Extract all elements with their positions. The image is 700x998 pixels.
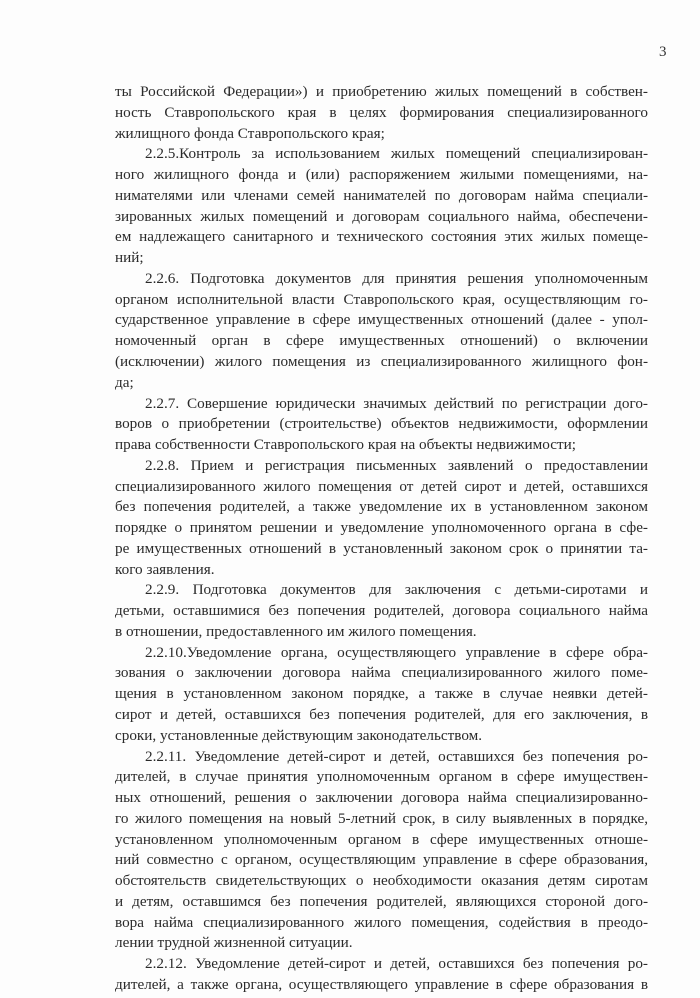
text-line: ем надлежащего санитарного и технического состояния этих жилых помеще- (115, 228, 648, 245)
text-line: права собственности Ставропольского края на объекты недвижимости; (115, 436, 576, 453)
text-line: вора найма специализированного жилого помещения, содействия в преодо- (115, 914, 648, 931)
text-line: кого заявления. (115, 561, 215, 578)
text-line: дителей, а также органа, осуществляющего управление в сфере образования в (115, 976, 648, 993)
text-line: сроки, установленные действующим законодательством. (115, 727, 483, 744)
text-line: 2.2.9. Подготовка документов для заключения с детьми-сиротами и (145, 581, 648, 598)
text-line: 2.2.10.Уведомление органа, осуществляющего управление в сфере обра- (145, 644, 648, 661)
text-line: лении трудной жизненной ситуации. (115, 934, 353, 951)
text-line: ний совместно с органом, осуществляющим управление в сфере образования, (115, 851, 648, 868)
text-line: нимателями или членами семей нанимателей по договорам найма специали- (115, 187, 648, 204)
text-line: сирот и детей, оставшихся без попечения родителей, для его заключения, в (115, 706, 648, 723)
text-line: да; (115, 374, 134, 391)
text-line: 2.2.11. Уведомление детей-сирот и детей, оставшихся без попечения ро- (145, 748, 648, 765)
text-line: порядке о принятом решении и уведомление уполномоченного органа в сфе- (115, 519, 648, 536)
text-line: щения в установленном законом порядке, а также в случае неявки детей- (115, 685, 648, 702)
page-number: 3 (659, 44, 667, 60)
text-line: сударственное управление в сфере имущественных отношений (далее - упол- (115, 311, 648, 328)
text-line: ных отношений, решения о заключении договора найма специализированно- (115, 789, 648, 806)
text-line: ний; (115, 249, 144, 266)
text-line: номоченный орган в сфере имущественных отношений) о включении (115, 332, 648, 349)
text-line: установленном уполномоченным органом в сфере имущественных отноше- (115, 831, 648, 848)
text-line: ты Российской Федерации») и приобретению жилых помещений в собствен- (115, 83, 648, 100)
text-line: 2.2.12. Уведомление детей-сирот и детей, оставшихся без попечения ро- (145, 955, 648, 972)
text-line: специализированного жилого помещения от детей сирот и детей, оставшихся (115, 478, 648, 495)
text-line: в отношении, предоставленного им жилого помещения. (115, 623, 477, 640)
text-line: и детям, оставшимся без попечения родителей, являющихся стороной дого- (115, 893, 648, 910)
text-line: жилищного фонда Ставропольского края; (115, 125, 385, 142)
text-line: ре имущественных отношений в установленный законом срок о принятии та- (115, 540, 648, 557)
text-line: ного жилищного фонда и (или) распоряжением жилыми помещениями, на- (115, 166, 648, 183)
text-line: 2.2.6. Подготовка документов для принятия решения уполномоченным (145, 270, 648, 287)
text-line: зования о заключении договора найма специализированного жилого поме- (115, 664, 648, 681)
text-line: органом исполнительной власти Ставропольского края, осуществляющим го- (115, 291, 648, 308)
text-line: воров о приобретении (строительстве) объектов недвижимости, оформлении (115, 415, 648, 432)
text-line: ность Ставропольского края в целях формирования специализированного (115, 104, 648, 121)
text-line: обстоятельств свидетельствующих о необходимости оказания детям сиротам (115, 872, 648, 889)
text-line: (исключении) жилого помещения из специализированного жилищного фон- (115, 353, 648, 370)
text-line: зированных жилых помещений и договорам социального найма, обеспечени- (115, 208, 648, 225)
text-line: без попечения родителей, а также уведомление их в установленном законом (115, 498, 648, 515)
text-line: 2.2.7. Совершение юридически значимых действий по регистрации дого- (145, 395, 648, 412)
text-line: 2.2.8. Прием и регистрация письменных заявлений о предоставлении (145, 457, 648, 474)
text-line: го жилого помещения на новый 5-летний срок, в силу выявленных в порядке, (115, 810, 648, 827)
text-line: детьми, оставшимися без попечения родителей, договора социального найма (115, 602, 648, 619)
text-line: дителей, в случае принятия уполномоченным органом в сфере имуществен- (115, 768, 648, 785)
text-line: 2.2.5.Контроль за использованием жилых помещений специализирован- (145, 145, 648, 162)
